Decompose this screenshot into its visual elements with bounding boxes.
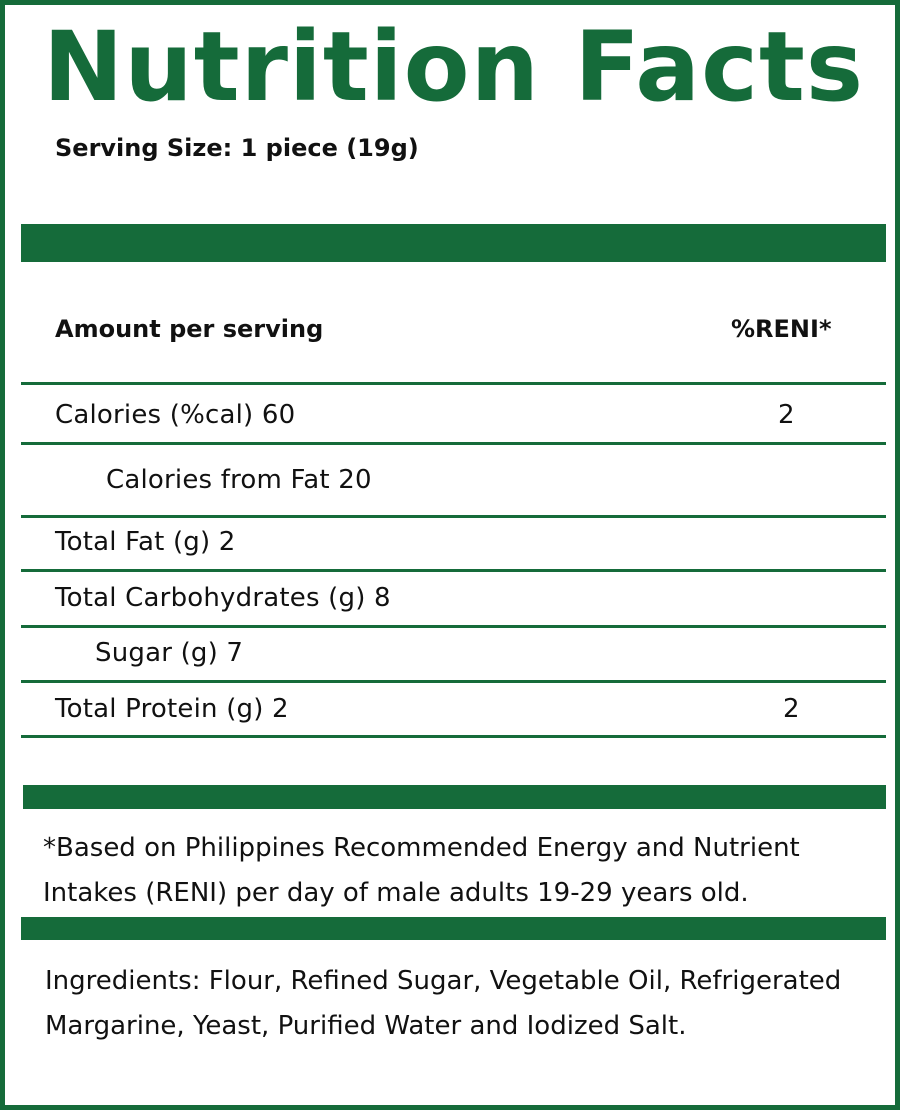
row-divider — [21, 515, 886, 518]
nutrient-row-calories: Calories (%cal) 60 — [55, 400, 296, 430]
row-divider — [21, 382, 886, 385]
nutrient-row-total-protein: Total Protein (g) 2 — [55, 694, 289, 724]
amount-per-serving-header: Amount per serving — [55, 315, 324, 343]
row-divider — [21, 735, 886, 738]
thick-divider-middle — [23, 785, 886, 809]
nutrient-row-total-fat: Total Fat (g) 2 — [55, 527, 236, 557]
reni-footnote: *Based on Philippines Recommended Energy and Nutrient Intakes (RENI) per day of male adults 19-29 years old. — [43, 833, 800, 908]
nutrient-row-total-protein-reni: 2 — [783, 694, 800, 724]
nutrient-row-calories-reni: 2 — [778, 400, 795, 430]
reni-column-header: %RENI* — [731, 315, 832, 343]
thick-divider-top — [21, 224, 886, 262]
nutrient-row-sugar: Sugar (g) 7 — [95, 638, 244, 668]
row-divider — [21, 625, 886, 628]
thick-divider-bottom — [21, 917, 886, 940]
row-divider — [21, 569, 886, 572]
serving-size: Serving Size: 1 piece (19g) — [55, 134, 419, 162]
row-divider — [21, 680, 886, 683]
label-title: Nutrition Facts — [43, 11, 865, 123]
nutrient-row-total-carbohydrates: Total Carbohydrates (g) 8 — [55, 583, 391, 613]
ingredients-list: Ingredients: Flour, Refined Sugar, Vegetable Oil, Refrigerated Margarine, Yeast, Purified Water and Iodized Salt. — [45, 966, 842, 1041]
nutrient-row-calories-from-fat: Calories from Fat 20 — [106, 465, 372, 495]
row-divider — [21, 442, 886, 445]
